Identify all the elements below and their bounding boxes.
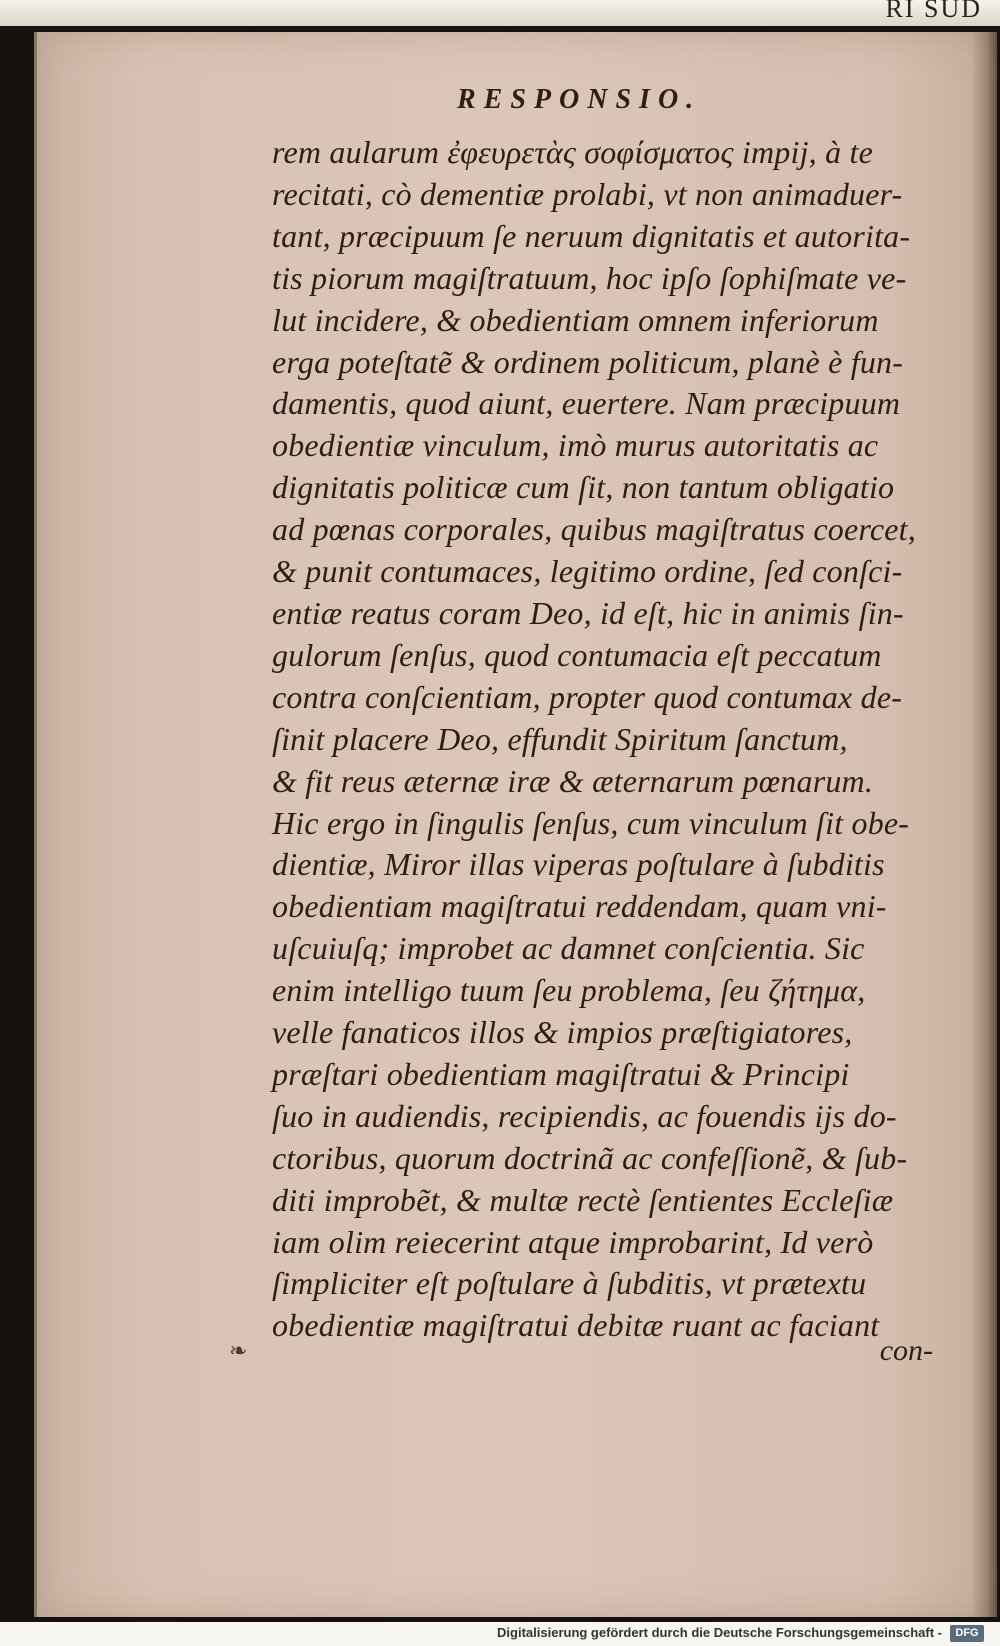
text-line: gulorum ſenſus, quod contumacia eſt peccatum bbox=[272, 636, 882, 673]
adjacent-page-strip bbox=[0, 0, 1000, 26]
text-line: diti improbẽt, & multæ rectè ſentientes Eccleſiæ bbox=[272, 1181, 894, 1218]
text-line: dignitatis politicæ cum ſit, non tantum obligatio bbox=[272, 469, 895, 506]
text-line: dientiæ, Miror illas viperas poſtulare à ſubditis bbox=[272, 846, 885, 883]
text-line: & fit reus æternæ iræ & æternarum pœnarum. bbox=[272, 762, 874, 799]
text-line: ſinit placere Deo, effundit Spiritum ſanctum, bbox=[272, 720, 848, 757]
text-line: tis piorum magiſtratuum, hoc ipſo ſophiſmate ve- bbox=[272, 259, 907, 296]
text-line: obedientiæ magiſtratui debitæ ruant ac faciant bbox=[272, 1307, 880, 1344]
text-line: recitati, cò dementiæ prolabi, vt non animaduer- bbox=[272, 175, 903, 212]
dfg-logo-icon: DFG bbox=[950, 1625, 984, 1642]
text-line: obedientiam magiſtratui reddendam, quam vni- bbox=[272, 888, 887, 925]
text-line: iam olim reiecerint atque improbarint, Id verò bbox=[272, 1223, 874, 1260]
text-line: entiæ reatus coram Deo, id eſt, hic in animis ſin- bbox=[272, 594, 904, 631]
page-edge-shadow bbox=[971, 32, 997, 1617]
text-line: uſcuiuſq; improbet ac damnet conſcientia. Sic bbox=[272, 930, 865, 967]
body-text bbox=[272, 132, 962, 1347]
adjacent-page-text: RI SUD bbox=[885, 0, 982, 23]
text-line: enim intelligo tuum ſeu problema, ſeu ζήτημα, bbox=[272, 972, 866, 1009]
catchword: con- bbox=[879, 1334, 933, 1367]
digitization-footer bbox=[0, 1622, 1000, 1646]
running-head: RESPONSIO. bbox=[457, 84, 702, 115]
text-line: velle fanaticos illos & impios præſtigiatores, bbox=[272, 1014, 853, 1051]
text-line: ad pœnas corporales, quibus magiſtratus coercet, bbox=[272, 511, 916, 548]
text-line: erga poteſtatẽ & ordinem politicum, planè è fun- bbox=[272, 343, 904, 380]
funding-notice: Digitalisierung gefördert durch die Deutsche Forschungsgemeinschaft - bbox=[497, 1625, 942, 1640]
text-line: contra conſcientiam, propter quod contumax de- bbox=[272, 678, 903, 715]
text-line: damentis, quod aiunt, euertere. Nam præcipuum bbox=[272, 385, 901, 422]
fleuron-icon: ❧ bbox=[229, 1338, 248, 1363]
text-line: ctoribus, quorum doctrinã ac confeſſionẽ, & ſub- bbox=[272, 1139, 908, 1176]
text-line: ſuo in audiendis, recipiendis, ac fouendis ijs do- bbox=[272, 1097, 897, 1134]
text-line: & punit contumaces, legitimo ordine, ſed conſci- bbox=[272, 553, 903, 590]
text-line: præſtari obedientiam magiſtratui & Principi bbox=[272, 1055, 850, 1092]
text-line: rem aularum ἐφευρετὰς σοφίσματος impij, à te bbox=[272, 134, 873, 170]
text-line: obedientiæ vinculum, imò murus autoritatis ac bbox=[272, 427, 879, 464]
text-line: Hic ergo in ſingulis ſenſus, cum vinculum ſit obe- bbox=[272, 804, 910, 841]
book-page bbox=[34, 32, 997, 1617]
text-line: lut incidere, & obedientiam omnem inferiorum bbox=[272, 301, 879, 338]
text-line: ſimpliciter eſt poſtulare à ſubditis, vt prætextu bbox=[272, 1265, 867, 1302]
text-line: tant, præcipuum ſe neruum dignitatis et autorita- bbox=[272, 217, 911, 254]
